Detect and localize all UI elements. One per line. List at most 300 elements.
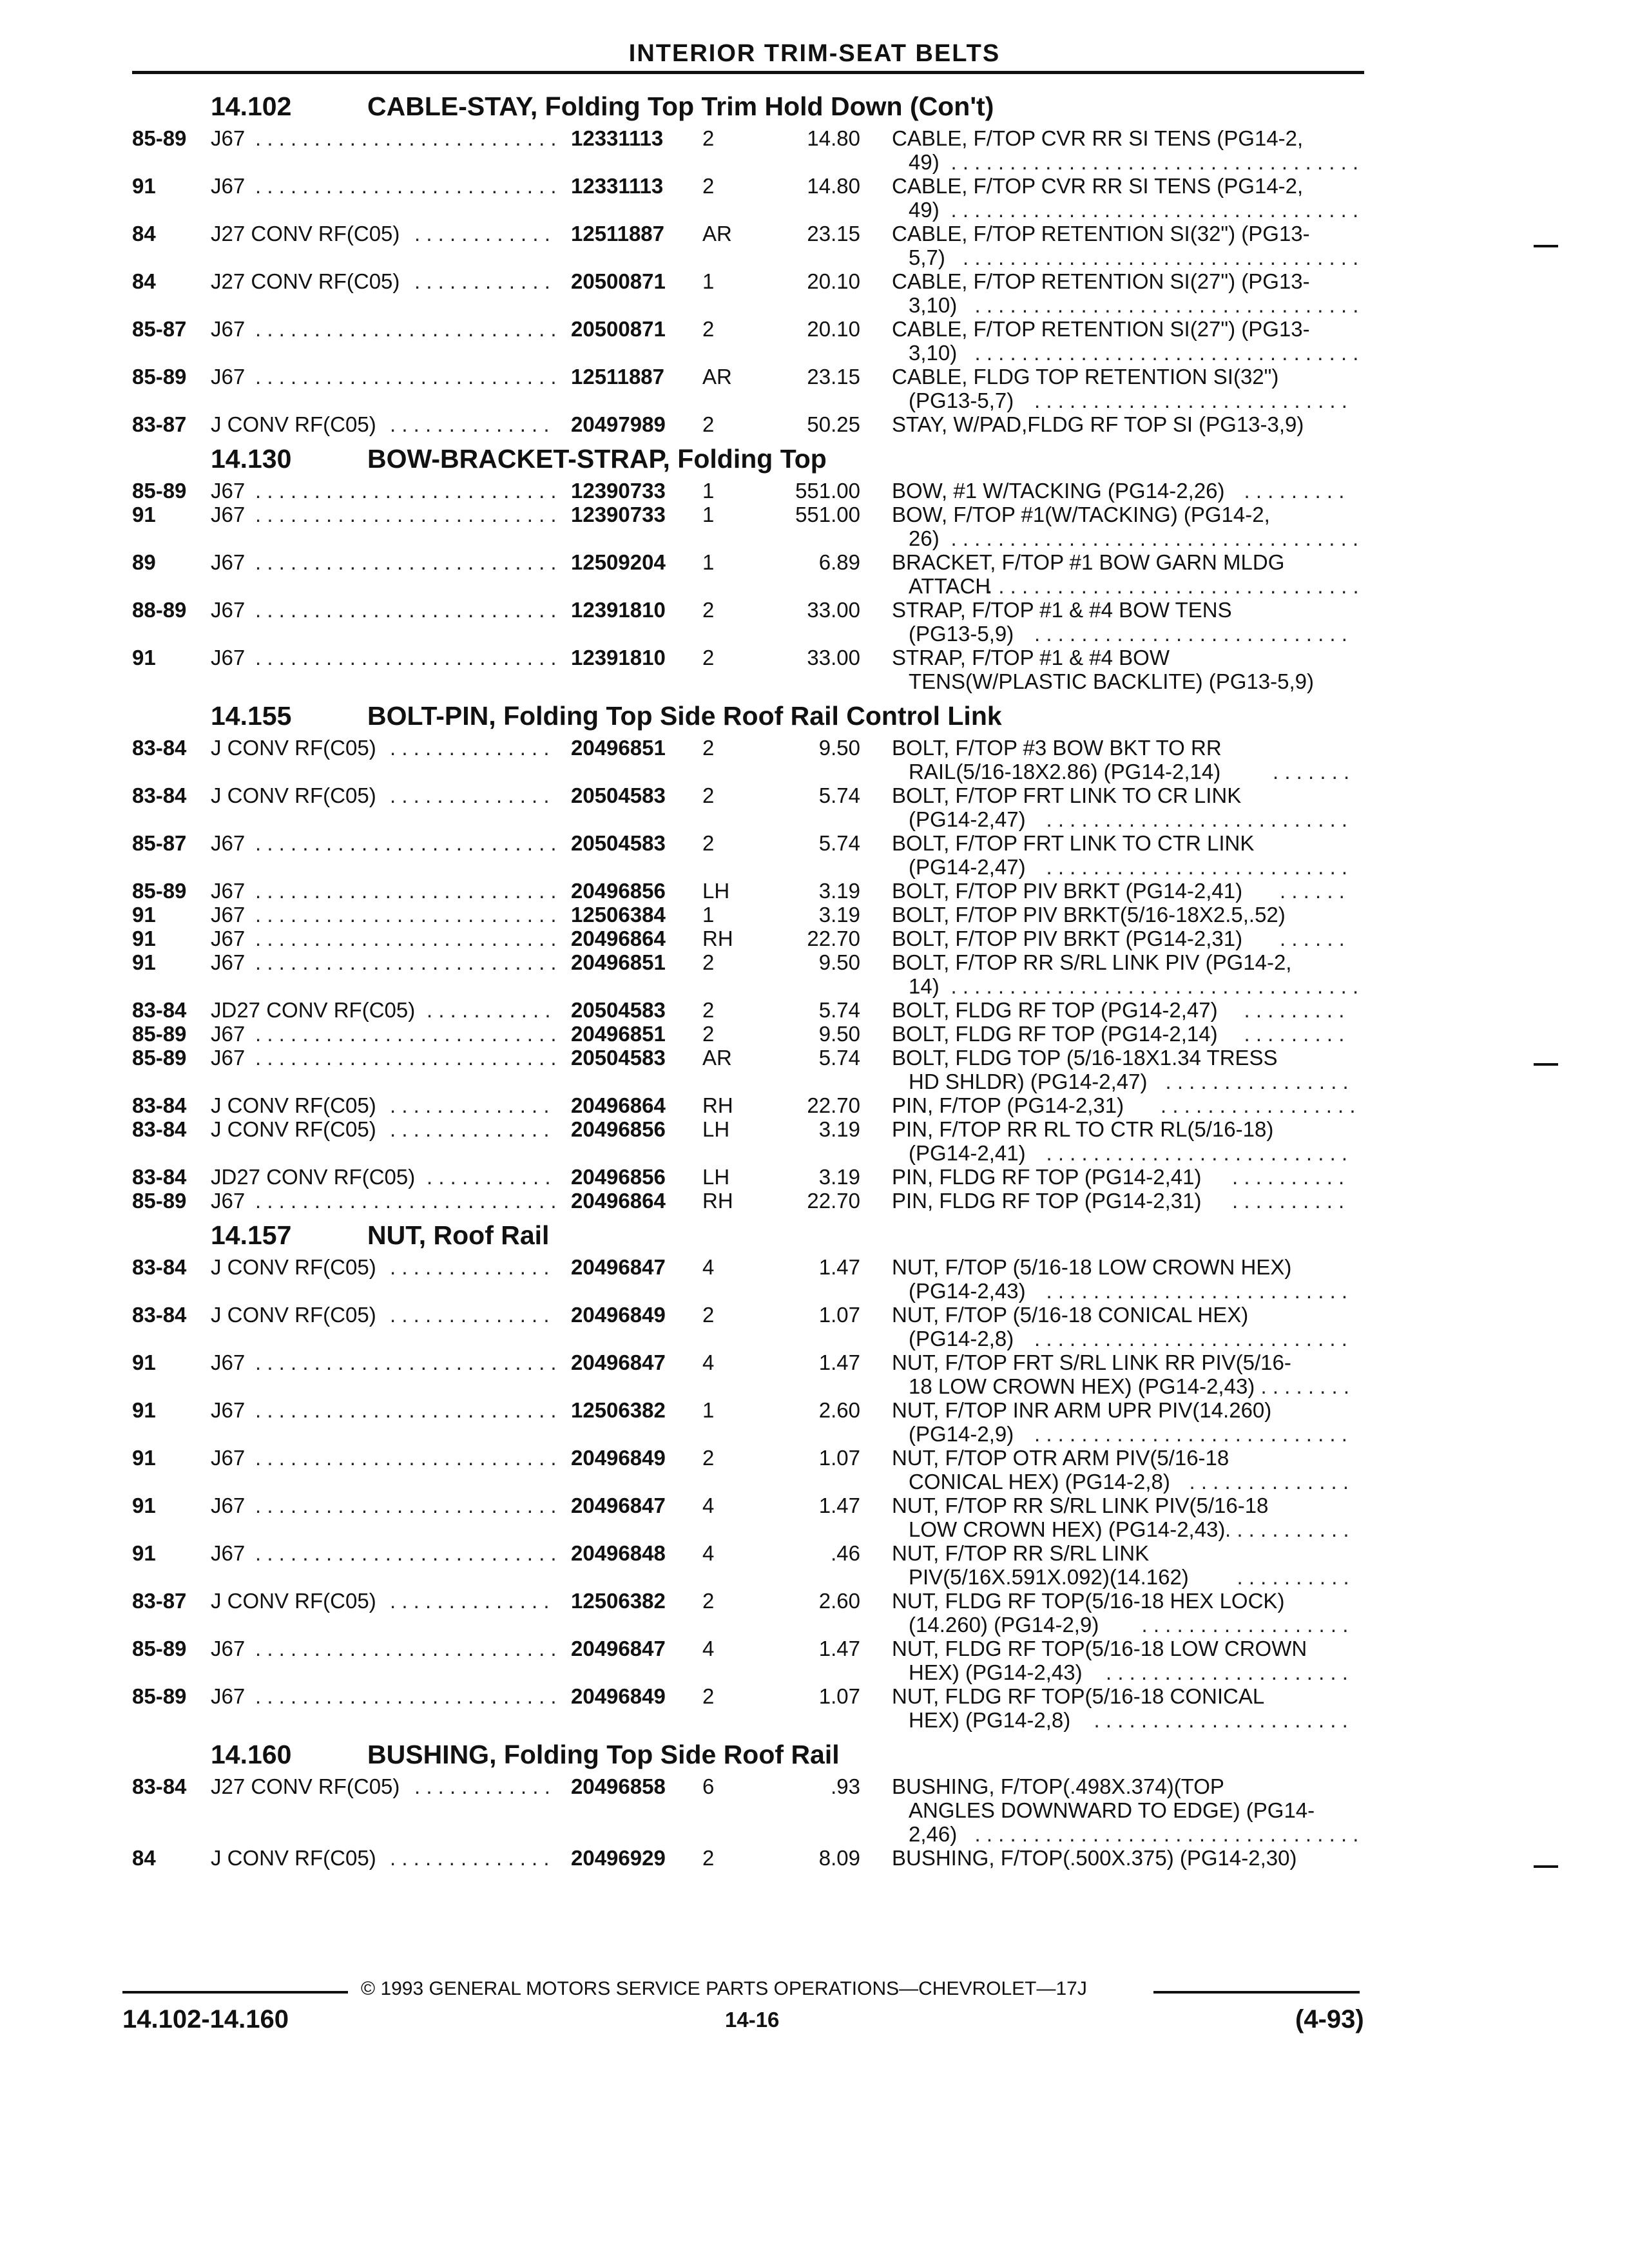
application: J67 [211,1022,246,1046]
part-row [0,879,1629,903]
leader-dots: . . . . . . . . . . . . . . . . . . . . . . . . . . [255,126,557,150]
part-row [0,1684,1629,1732]
leader-dots: . . . . . . . . . . . . [414,1774,550,1798]
leader-dots: . . . . . . . . . . . . . . . . . . . . . . . . . . [255,1637,557,1660]
price: 33.00 [807,598,860,622]
application: J67 [211,126,246,150]
part-number: 20496856 [571,879,666,903]
price: 22.70 [807,1189,860,1213]
part-number: 20496864 [571,927,666,950]
leader-dots: . . . . . . . . . . . . . . . . . . . . . . . . . . [255,646,557,669]
model-years: 89 [132,550,156,574]
quantity: 2 [702,1303,715,1327]
quantity: 2 [702,598,715,622]
leader-dots: . . . . . . . . . . . . . . [390,736,550,760]
leader-dots: . . . . . . . . . . . . . . . . . . . . . . . . . . [1046,1279,1348,1303]
leader-dots: . . . . . . . . . . . . . . . . . . . . . . . . . . [255,1541,557,1565]
section-range: 14.102-14.160 [122,2005,289,2033]
margin-mark [1534,1063,1558,1066]
part-row [0,1637,1629,1684]
description: CABLE, F/TOP RETENTION SI(32") (PG13- [892,222,1310,245]
model-years: 91 [132,927,156,950]
footer-rule-left [122,1991,348,1994]
description-continued: 26) [909,526,940,550]
part-number: 12511887 [571,365,665,389]
part-number: 20496856 [571,1165,666,1189]
part-number: 12506382 [571,1589,666,1613]
model-years: 91 [132,1494,156,1517]
application: J67 [211,879,246,903]
price: 9.50 [818,1022,860,1046]
footer-rule-right [1153,1991,1360,1994]
quantity: 4 [702,1350,715,1374]
part-number: 20496864 [571,1189,666,1213]
leader-dots: . . . . . . . . . . . . . . . . . . . . . . . . . . [255,317,557,341]
leader-dots: . . . . . . . . . . . . . . . . . . . . . . . . . . [255,927,557,950]
quantity: 2 [702,1684,715,1708]
part-row [0,598,1629,646]
quantity: 1 [702,903,715,927]
description: NUT, F/TOP RR S/RL LINK PIV(5/16-18 [892,1494,1269,1517]
application: J CONV RF(C05) [211,783,376,807]
description-continued: CONICAL HEX) (PG14-2,8) [909,1470,1170,1494]
quantity: 2 [702,831,715,855]
quantity: 1 [702,550,715,574]
description: BUSHING, F/TOP(.498X.374)(TOP [892,1774,1224,1798]
quantity: AR [702,365,732,389]
description-continued: (PG14-2,8) [909,1327,1014,1350]
description: BOW, #1 W/TACKING (PG14-2,26) [892,479,1225,503]
model-years: 91 [132,1541,156,1565]
price: 3.19 [818,1165,860,1189]
part-number: 12331113 [571,126,664,150]
price: .46 [831,1541,860,1565]
leader-dots: . . . . . . . . . . . . . . . . . . . . . . . . . . . . . . . . . [974,341,1359,365]
quantity: 2 [702,1446,715,1470]
quantity: 2 [702,412,715,436]
description: PIN, FLDG RF TOP (PG14-2,41) [892,1165,1202,1189]
model-years: 91 [132,646,156,669]
application: J27 CONV RF(C05) [211,222,400,245]
model-years: 91 [132,1446,156,1470]
part-row [0,1093,1629,1117]
model-years: 85-89 [132,879,187,903]
description: CABLE, F/TOP RETENTION SI(27") (PG13- [892,269,1310,293]
part-row [0,1303,1629,1350]
leader-dots: . . . . . . . . . [1244,998,1345,1022]
quantity: 4 [702,1637,715,1660]
part-row [0,1022,1629,1046]
leader-dots: . . . . . . . . . . . . . . . . . . . . . . . . . . [255,1398,557,1422]
description: BOLT, FLDG TOP (5/16-18X1.34 TRESS [892,1046,1278,1070]
part-number: 20504583 [571,783,666,807]
leader-dots: . . . . . . . . . . . . . . . . . . . . . . . . . . [255,1494,557,1517]
section-header [0,1732,1629,1774]
part-number: 20496864 [571,1093,666,1117]
part-number: 20496847 [571,1350,666,1374]
part-row [0,1398,1629,1446]
price: 5.74 [818,783,860,807]
leader-dots: . . . . . . . [1273,760,1350,783]
application: J CONV RF(C05) [211,736,376,760]
description: NUT, FLDG RF TOP(5/16-18 HEX LOCK) [892,1589,1285,1613]
part-number: 20504583 [571,998,666,1022]
leader-dots: . . . . . . [1280,879,1345,903]
part-row [0,1046,1629,1093]
leader-dots: . . . . . . . . . . . . . . [390,783,550,807]
price: 5.74 [818,831,860,855]
description-continued: (PG14-2,47) [909,807,1026,831]
section-header [0,436,1629,479]
part-row [0,783,1629,831]
leader-dots: . . . . . . . . . . . . . . . . . . . . . . . . . . [255,550,557,574]
application: J CONV RF(C05) [211,1093,376,1117]
part-number: 20500871 [571,317,666,341]
price: 6.89 [818,550,860,574]
application: J27 CONV RF(C05) [211,1774,400,1798]
description-continued: HEX) (PG14-2,43) [909,1660,1083,1684]
application: J67 [211,1189,246,1213]
leader-dots: . . . . . . . . . . . . . . [390,1846,550,1870]
part-row [0,1117,1629,1165]
quantity: AR [702,1046,732,1070]
price: 2.60 [818,1398,860,1422]
application: J67 [211,1637,246,1660]
model-years: 84 [132,222,156,245]
model-years: 83-84 [132,998,187,1022]
quantity: AR [702,222,732,245]
model-years: 85-87 [132,831,187,855]
description: BRACKET, F/TOP #1 BOW GARN MLDG [892,550,1285,574]
part-number: 12391810 [571,598,666,622]
leader-dots: . . . . . . . . . . . . . . [390,1255,550,1279]
part-number: 12511887 [571,222,665,245]
application: J CONV RF(C05) [211,1589,376,1613]
part-number: 20500871 [571,269,666,293]
margin-mark [1534,1865,1558,1868]
application: J CONV RF(C05) [211,1117,376,1141]
part-row [0,1494,1629,1541]
model-years: 83-87 [132,1589,187,1613]
part-number: 20504583 [571,831,666,855]
price: 9.50 [818,950,860,974]
leader-dots: . . . . . . . . . . . . . . . . . . . . . . . . . . [255,1189,557,1213]
quantity: 4 [702,1494,715,1517]
description: BOW, F/TOP #1(W/TACKING) (PG14-2, [892,503,1270,526]
model-years: 83-84 [132,1303,187,1327]
part-number: 20496849 [571,1684,666,1708]
description: BOLT, F/TOP PIV BRKT(5/16-18X2.5,.52) [892,903,1286,927]
leader-dots: . . . . . . . . . . . . . . . . . . . . . . . . . . [255,365,557,389]
leader-dots: . . . . . . . . . [1244,1022,1345,1046]
leader-dots: . . . . . . . . . . . . . . . . . . . . . . . . . . . [1034,1422,1347,1446]
price: 1.07 [818,1303,860,1327]
price: .93 [831,1774,860,1798]
application: J67 [211,598,246,622]
leader-dots: . . . . . . . . . . . . . . . . . . . . . . [1094,1708,1348,1732]
part-number: 20496858 [571,1774,666,1798]
price: 1.47 [818,1637,860,1660]
leader-dots: . . . . . . . . . . . . . . . . . . . . . . . . . . [255,479,557,503]
revision-date: (4-93) [1295,2005,1364,2033]
application: J CONV RF(C05) [211,1255,376,1279]
part-number: 20496847 [571,1255,666,1279]
application: J67 [211,1046,246,1070]
description: NUT, F/TOP INR ARM UPR PIV(14.260) [892,1398,1272,1422]
title-rule [132,71,1364,74]
description-continued: 2,46) [909,1822,958,1846]
price: 1.47 [818,1255,860,1279]
model-years: 84 [132,269,156,293]
model-years: 91 [132,1398,156,1422]
part-number: 20496851 [571,950,666,974]
description: NUT, F/TOP (5/16-18 LOW CROWN HEX) [892,1255,1292,1279]
application: J67 [211,646,246,669]
part-row [0,1350,1629,1398]
part-number: 20497989 [571,412,666,436]
price: 2.60 [818,1589,860,1613]
part-number: 20496851 [571,736,666,760]
part-number: 20496851 [571,1022,666,1046]
quantity: 2 [702,1022,715,1046]
application: J67 [211,1446,246,1470]
price: 1.47 [818,1350,860,1374]
application: J67 [211,550,246,574]
description: PIN, F/TOP (PG14-2,31) [892,1093,1124,1117]
description-continued: TENS(W/PLASTIC BACKLITE) (PG13-5,9) [909,669,1314,693]
leader-dots: . . . . . . . . . . [1232,1165,1345,1189]
part-row [0,1446,1629,1494]
description: CABLE, FLDG TOP RETENTION SI(32") [892,365,1279,389]
section-title: NUT, Roof Rail [367,1220,550,1250]
quantity: 4 [702,1541,715,1565]
leader-dots: . . . . . . . . . . . . [414,269,550,293]
part-row [0,1255,1629,1303]
model-years: 85-89 [132,1046,187,1070]
part-number: 12391810 [571,646,666,669]
description: BOLT, F/TOP PIV BRKT (PG14-2,31) [892,927,1243,950]
model-years: 85-89 [132,1637,187,1660]
part-number: 20496847 [571,1494,666,1517]
part-row [0,998,1629,1022]
price: 1.07 [818,1446,860,1470]
section-number: 14.130 [211,444,292,474]
leader-dots: . . . . . . . . . . . . . . . . . . . . . . . . . . . . . . . . . . . [950,974,1359,998]
description: STRAP, F/TOP #1 & #4 BOW TENS [892,598,1232,622]
section-header [0,1213,1629,1255]
leader-dots: . . . . . . . . . . . . . . . . . . . . . . . . . . [255,903,557,927]
model-years: 83-84 [132,783,187,807]
quantity: 2 [702,736,715,760]
description-continued: 18 LOW CROWN HEX) (PG14-2,43) [909,1374,1255,1398]
leader-dots: . . . . . . . . . . . . . . . . . . . . . . . . . . [255,950,557,974]
application: J67 [211,479,246,503]
quantity: LH [702,879,730,903]
leader-dots: . . . . . . . . . . . . . . . . . . . . . . . . . . [255,503,557,526]
description-continued: (PG14-2,47) [909,855,1026,879]
description: BOLT, F/TOP FRT LINK TO CR LINK [892,783,1242,807]
quantity: RH [702,927,733,950]
part-row [0,550,1629,598]
leader-dots: . . . . . . . . [1260,1374,1350,1398]
quantity: 2 [702,783,715,807]
part-number: 12509204 [571,550,666,574]
description-continued: (14.260) (PG14-2,9) [909,1613,1099,1637]
leader-dots: . . . . . . . . . . . [427,1165,551,1189]
model-years: 83-84 [132,1165,187,1189]
quantity: 2 [702,646,715,669]
description: NUT, FLDG RF TOP(5/16-18 LOW CROWN [892,1637,1307,1660]
quantity: 1 [702,503,715,526]
page-title: INTERIOR TRIM-SEAT BELTS [628,40,1001,67]
section-title: CABLE-STAY, Folding Top Trim Hold Down (Con't) [367,91,994,121]
price: 20.10 [807,269,860,293]
part-row [0,1846,1629,1870]
price: 22.70 [807,927,860,950]
description: STAY, W/PAD,FLDG RF TOP SI (PG13-3,9) [892,412,1304,436]
leader-dots: . . . . . . . . . . . . . . . . . . . . . [1106,1660,1348,1684]
application: JD27 CONV RF(C05) [211,998,416,1022]
quantity: 2 [702,950,715,974]
part-row [0,736,1629,783]
part-number: 12506382 [571,1398,666,1422]
part-row [0,317,1629,365]
application: J67 [211,1494,246,1517]
leader-dots: . . . . . . . . . . . . . . . . . [1161,1093,1356,1117]
description-continued: ATTACH [909,574,991,598]
part-row [0,927,1629,950]
leader-dots: . . . . . . . . . . [1232,1189,1345,1213]
application: J67 [211,903,246,927]
part-number: 20496929 [571,1846,666,1870]
quantity: 4 [702,1255,715,1279]
quantity: 1 [702,269,715,293]
part-row [0,950,1629,998]
description: PIN, F/TOP RR RL TO CTR RL(5/16-18) [892,1117,1274,1141]
model-years: 83-84 [132,1117,187,1141]
parts-listing [0,84,1629,1870]
quantity: 2 [702,998,715,1022]
leader-dots: . . . . . . . . . . . . . . . . . . . . . . . . . . [255,598,557,622]
copyright-line: © 1993 GENERAL MOTORS SERVICE PARTS OPERATIONS—CHEVROLET—17J [361,1978,1087,1999]
description: BUSHING, F/TOP(.500X.375) (PG14-2,30) [892,1846,1297,1870]
part-row [0,1541,1629,1589]
part-number: 12390733 [571,479,666,503]
price: 1.07 [818,1684,860,1708]
leader-dots: . . . . . . . . . . . . . . . . . . . . . . . . . . [1046,1141,1348,1165]
leader-dots: . . . . . . . . . . . . . . . . . . . . . . . . . . . . . . . . . [974,1822,1359,1846]
price: 551.00 [795,503,860,526]
application: J67 [211,831,246,855]
description-continued: HEX) (PG14-2,8) [909,1708,1071,1732]
part-number: 20504583 [571,1046,666,1070]
price: 1.47 [818,1494,860,1517]
section-number: 14.157 [211,1220,292,1250]
price: 23.15 [807,365,860,389]
leader-dots: . . . . . . . . . . . . . . . . . . . . . . . . . . [255,1446,557,1470]
description-continued: (PG13-5,7) [909,389,1014,412]
application: J67 [211,950,246,974]
description-continued: (PG14-2,41) [909,1141,1026,1165]
part-number: 20496856 [571,1117,666,1141]
description-continued: 49) [909,150,940,174]
description: BOLT, F/TOP PIV BRKT (PG14-2,41) [892,879,1243,903]
application: J67 [211,317,246,341]
leader-dots: . . . . . . . . . [1244,479,1345,503]
section-title: BOW-BRACKET-STRAP, Folding Top [367,444,827,474]
leader-dots: . . . . . . . . . . . . . . . . . . . . . . . . . . . . . . . . . . [963,245,1359,269]
leader-dots: . . . . . . . . . . . . . . . . . . . . . . . . . . [255,174,557,198]
leader-dots: . . . . . . . . . . . . . . [390,1093,550,1117]
price: 5.74 [818,998,860,1022]
price: 3.19 [818,879,860,903]
description-continued: (PG13-5,9) [909,622,1014,646]
description: BOLT, F/TOP #3 BOW BKT TO RR [892,736,1222,760]
price: 9.50 [818,736,860,760]
model-years: 91 [132,1350,156,1374]
application: J67 [211,365,246,389]
leader-dots: . . . . . . . . . . . . . . . . . . . . . . . . . . . . . . . . . [974,293,1359,317]
model-years: 88-89 [132,598,187,622]
application: J CONV RF(C05) [211,1846,376,1870]
quantity: LH [702,1117,730,1141]
part-number: 20496847 [571,1637,666,1660]
leader-dots: . . . . . . . . . . . . . . [1189,1470,1349,1494]
application: J67 [211,1684,246,1708]
part-row [0,1589,1629,1637]
leader-dots: . . . . . . . . . . . . . . [390,1303,550,1327]
description: CABLE, F/TOP CVR RR SI TENS (PG14-2, [892,174,1304,198]
price: 8.09 [818,1846,860,1870]
part-row [0,646,1629,693]
application: J CONV RF(C05) [211,412,376,436]
description: BOLT, FLDG RF TOP (PG14-2,47) [892,998,1218,1022]
description: NUT, F/TOP FRT S/RL LINK RR PIV(5/16- [892,1350,1291,1374]
price: 22.70 [807,1093,860,1117]
leader-dots: . . . . . . . . . . . . . . . . . . . . . . . . . . . . . . . . . . . [950,198,1359,222]
part-row [0,1165,1629,1189]
description-continued: 5,7) [909,245,945,269]
model-years: 83-84 [132,736,187,760]
part-row [0,412,1629,436]
description: NUT, F/TOP OTR ARM PIV(5/16-18 [892,1446,1229,1470]
part-row [0,903,1629,927]
description-continued: 3,10) [909,293,958,317]
part-row [0,222,1629,269]
quantity: RH [702,1189,733,1213]
leader-dots: . . . . . . . . . . . . . . . . . . [1141,1613,1349,1637]
description-continued: HD SHLDR) (PG14-2,47) [909,1070,1148,1093]
model-years: 85-89 [132,479,187,503]
leader-dots: . . . . . . . . . . . . [414,222,550,245]
application: J67 [211,503,246,526]
quantity: 1 [702,479,715,503]
part-number: 12390733 [571,503,666,526]
application: J CONV RF(C05) [211,1303,376,1327]
application: J67 [211,1398,246,1422]
section-title: BUSHING, Folding Top Side Roof Rail [367,1740,840,1769]
application: J67 [211,1350,246,1374]
description: NUT, F/TOP (5/16-18 CONICAL HEX) [892,1303,1249,1327]
quantity: 1 [702,1398,715,1422]
description-continued: PIV(5/16X.591X.092)(14.162) [909,1565,1189,1589]
application: J67 [211,1541,246,1565]
description: BOLT, FLDG RF TOP (PG14-2,14) [892,1022,1218,1046]
quantity: 2 [702,317,715,341]
model-years: 83-84 [132,1255,187,1279]
leader-dots: . . . . . . . . . . . [427,998,551,1022]
leader-dots: . . . . . . . . . . . . . . [390,1117,550,1141]
